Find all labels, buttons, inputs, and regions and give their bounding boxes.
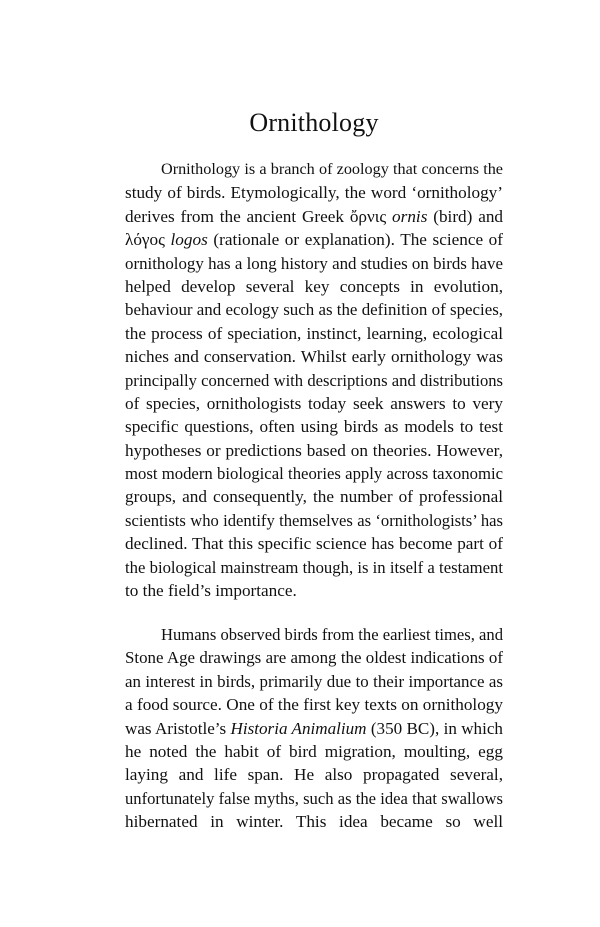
text-run: (rationale or explanation). The science of [207, 230, 503, 250]
greek-word: λόγος [125, 230, 165, 250]
paragraph-line: he noted the habit of bird migration, moulting, egg [125, 741, 503, 761]
paragraph-line: unfortunately false myths, such as the idea that swallows [125, 788, 503, 808]
paragraph-line: hypotheses or predictions based on theories. However, [125, 440, 503, 460]
italic-term: Historia Animalium [230, 718, 367, 738]
paragraph-line: Ornithology is a branch of zoology that concerns the [161, 160, 503, 178]
paragraph-line: specific questions, often using birds as models to test [125, 417, 503, 437]
paragraph-line [125, 205, 503, 228]
italic-term: ornis [392, 206, 428, 226]
paragraph-line [125, 228, 503, 251]
paragraph-line: to the field’s importance. [125, 581, 297, 601]
paragraph-line: study of birds. Etymologically, the word ‘ornithology’ [125, 183, 503, 203]
paragraph-line: ornithology has a long history and studies on birds have [125, 253, 503, 273]
paragraph-line: the biological mainstream though, is in itself a testament [125, 557, 503, 577]
paragraph-line: a food source. One of the first key texts on ornithology [125, 695, 503, 715]
paragraph-line: laying and life span. He also propagated several, [125, 765, 503, 785]
text-run: was Aristotle’s [125, 718, 231, 738]
paragraph-line: hibernated in winter. This idea became so well [125, 812, 503, 832]
text-run: derives from the ancient Greek [125, 206, 350, 226]
paragraph-line: an interest in birds, primarily due to their importance as [125, 671, 503, 691]
greek-word: ὄρνις [349, 206, 387, 226]
text-run: (bird) and [427, 206, 504, 226]
paragraph-line: Humans observed birds from the earliest times, and [161, 625, 503, 644]
paragraph-line: the process of speciation, instinct, learning, ecological [125, 323, 503, 343]
paragraph-line: principally concerned with descriptions and distributions [125, 370, 503, 390]
paragraph-line: most modern biological theories apply across taxonomic [125, 464, 503, 484]
page-title: Ornithology [249, 108, 379, 137]
paragraph-line: scientists who identify themselves as ‘ornithologists’ has [125, 510, 503, 530]
paragraph-line: declined. That this specific science has become part of [125, 534, 503, 554]
paragraph-line: Stone Age drawings are among the oldest indications of [125, 648, 503, 668]
text-run: (350 BC), in which [366, 718, 503, 738]
paragraph-line: groups, and consequently, the number of professional [125, 487, 503, 507]
paragraph-2 [125, 623, 503, 834]
paragraph-line: of species, ornithologists today seek answers to very [125, 393, 503, 413]
paragraph-line: behaviour and ecology such as the definition of species, [125, 300, 503, 320]
italic-term: logos [170, 230, 208, 250]
paragraph-1 [125, 158, 503, 602]
paragraph-line: helped develop several key concepts in evolution, [125, 276, 503, 296]
paragraph-line: niches and conservation. Whilst early ornithology was [125, 347, 503, 367]
paragraph-line [125, 717, 503, 740]
